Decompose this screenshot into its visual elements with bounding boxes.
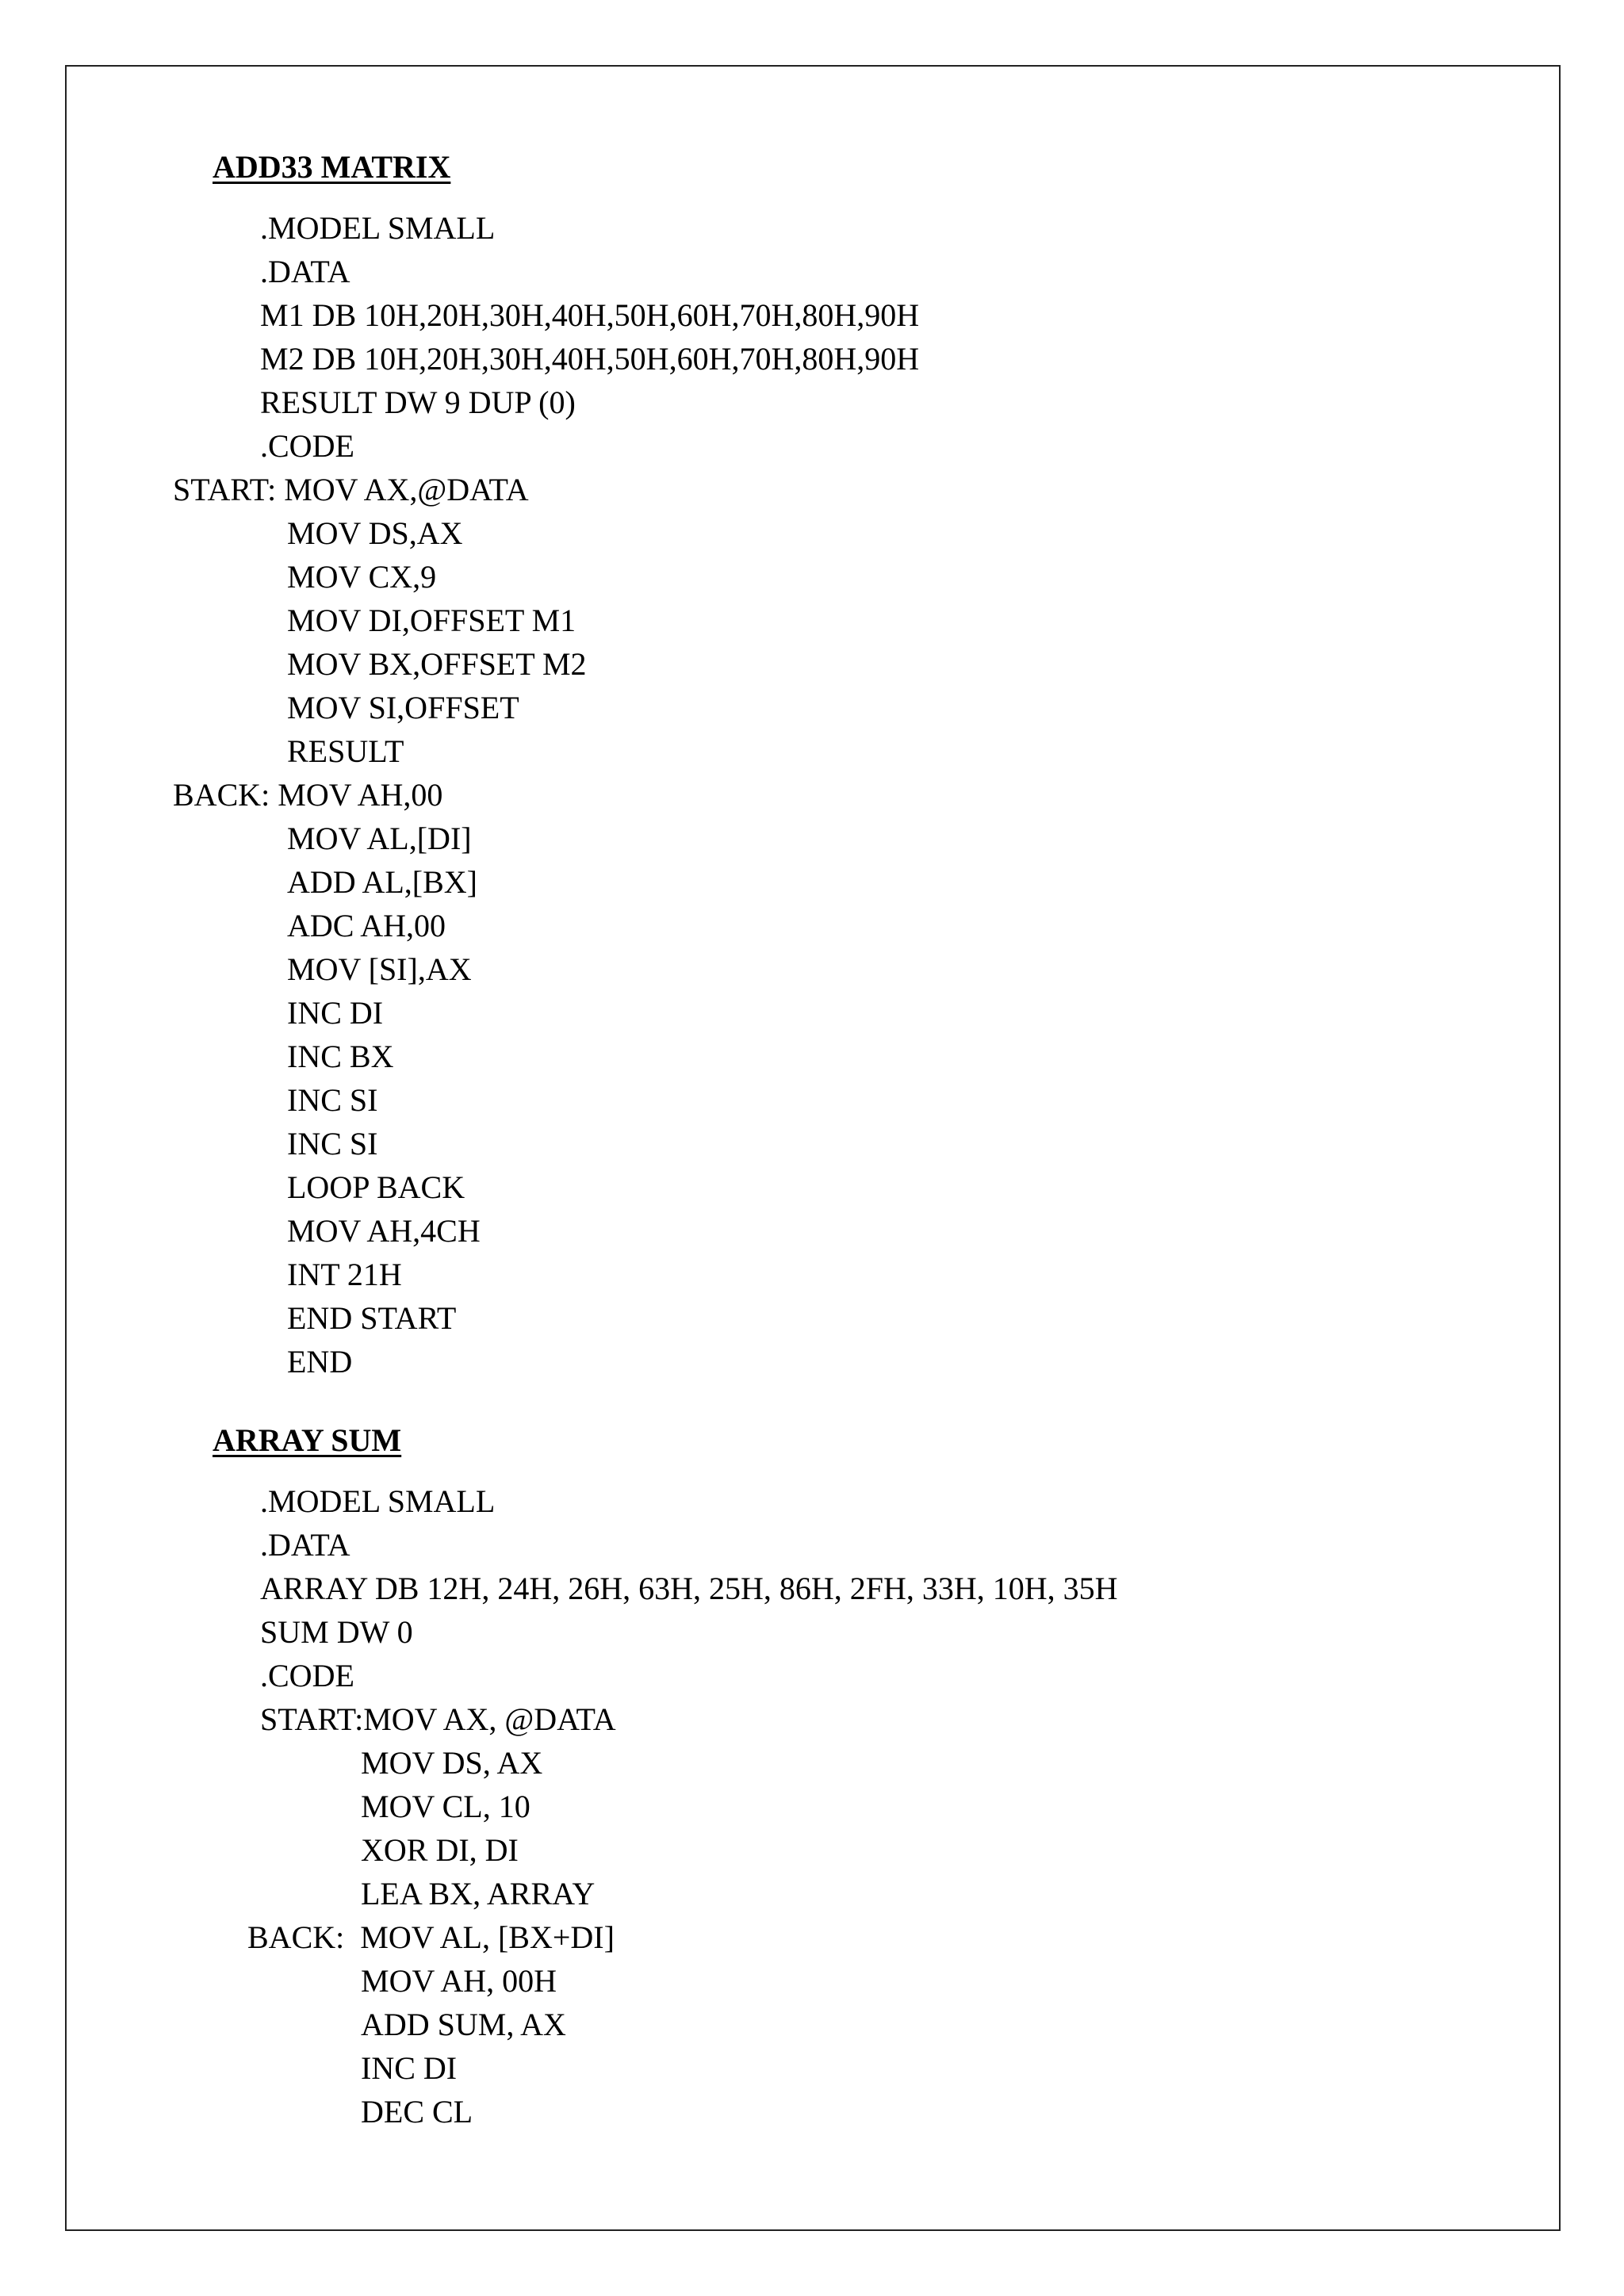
code-line: MOV [SI],AX <box>287 951 472 987</box>
code-line: .MODEL SMALL <box>260 1483 496 1519</box>
code-line: MOV AH,4CH <box>287 1213 481 1249</box>
code-line: .DATA <box>260 1527 350 1563</box>
code-line: MOV DS, AX <box>361 1745 543 1781</box>
code-line: XOR DI, DI <box>361 1832 519 1868</box>
code-line: MOV SI,OFFSET <box>287 690 519 725</box>
code-line: LEA BX, ARRAY <box>361 1876 596 1911</box>
code-line: INC SI <box>287 1126 378 1161</box>
code-line: LOOP BACK <box>287 1169 465 1205</box>
code-line: INC DI <box>287 995 384 1031</box>
code-line: ADD AL,[BX] <box>287 864 477 900</box>
code-line: M2 DB 10H,20H,30H,40H,50H,60H,70H,80H,90H <box>260 341 920 377</box>
code-line: .MODEL SMALL <box>260 210 496 246</box>
code-line: M1 DB 10H,20H,30H,40H,50H,60H,70H,80H,90H <box>260 297 920 333</box>
code-line: MOV CX,9 <box>287 559 437 595</box>
code-line: INC SI <box>287 1082 378 1118</box>
code-line: START:MOV AX, @DATA <box>260 1701 616 1737</box>
code-line: INC DI <box>361 2050 458 2086</box>
code-line: SUM DW 0 <box>260 1614 413 1650</box>
code-line: .DATA <box>260 254 350 289</box>
code-line: ADC AH,00 <box>287 908 446 943</box>
code-line: MOV DS,AX <box>287 515 463 551</box>
code-line: INT 21H <box>287 1257 402 1292</box>
code-line: ADD SUM, AX <box>361 2007 566 2042</box>
code-line: END START <box>287 1300 457 1336</box>
code-line: MOV CL, 10 <box>361 1789 530 1824</box>
code-line: MOV BX,OFFSET M2 <box>287 646 587 682</box>
code-line: RESULT DW 9 DUP (0) <box>260 385 576 420</box>
code-line: DEC CL <box>361 2094 473 2130</box>
code-line: .CODE <box>260 1658 354 1693</box>
section-title-add33-matrix: ADD33 MATRIX <box>213 149 451 185</box>
code-line: END <box>287 1344 353 1380</box>
code-line: .CODE <box>260 428 354 464</box>
code-line: ARRAY DB 12H, 24H, 26H, 63H, 25H, 86H, 2FH, 33H, 10H, 35H <box>260 1571 1118 1606</box>
code-line: MOV AH, 00H <box>361 1963 557 1999</box>
code-line: INC BX <box>287 1039 394 1074</box>
code-line: START: MOV AX,@DATA <box>173 472 529 507</box>
code-line: MOV DI,OFFSET M1 <box>287 603 576 638</box>
code-line: RESULT <box>287 733 404 769</box>
code-line: MOV AL,[DI] <box>287 821 472 856</box>
code-line: BACK: MOV AL, [BX+DI] <box>247 1919 615 1955</box>
section-title-array-sum: ARRAY SUM <box>213 1422 402 1458</box>
code-line: BACK: MOV AH,00 <box>173 777 443 813</box>
